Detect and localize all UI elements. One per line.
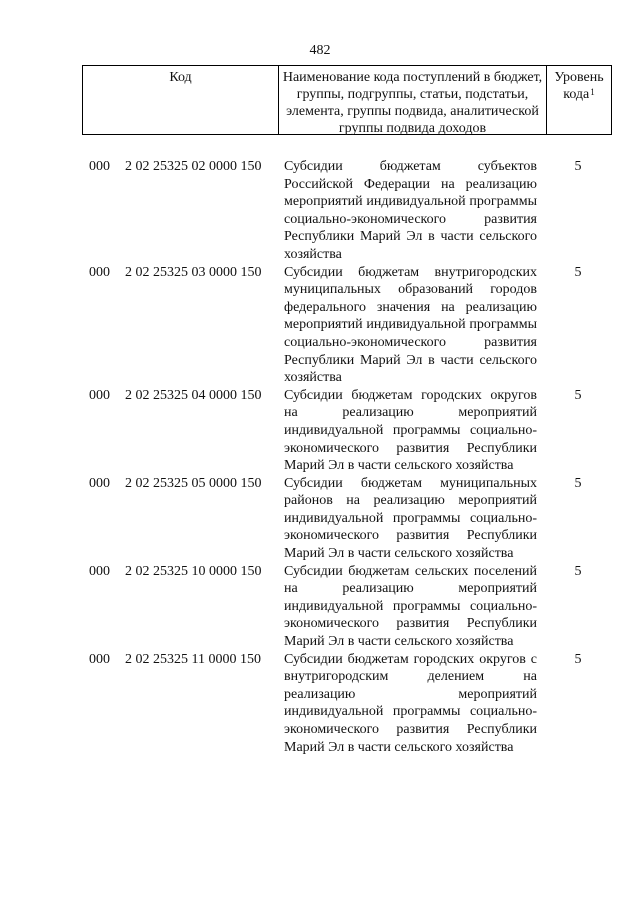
table-header <box>82 65 612 135</box>
row-budget-code: 2 02 25325 04 0000 150 <box>125 387 262 403</box>
row-admin-code: 000 <box>89 264 110 280</box>
row-budget-code: 2 02 25325 03 0000 150 <box>125 264 262 280</box>
header-code: Код <box>83 66 279 134</box>
table-row <box>82 158 612 264</box>
row-name: Субсидии бюджетам сельских поселений на реализацию мероприятий индивидуальной программы социально-экономического развития Республики Марий Эл в части сельского хозяйства <box>284 563 537 650</box>
table-body <box>82 158 612 756</box>
row-admin-code: 000 <box>89 475 110 491</box>
row-admin-code: 000 <box>89 563 110 579</box>
row-budget-code: 2 02 25325 11 0000 150 <box>125 651 261 667</box>
row-level: 5 <box>574 475 582 491</box>
page-number: 482 <box>309 43 331 58</box>
row-budget-code: 2 02 25325 05 0000 150 <box>125 475 262 491</box>
row-level: 5 <box>574 651 582 667</box>
row-budget-code: 2 02 25325 02 0000 150 <box>125 159 262 174</box>
header-level <box>547 66 611 134</box>
row-level: 5 <box>574 387 582 403</box>
header-level-label: Уровень кода <box>554 70 604 102</box>
row-level: 5 <box>574 159 582 174</box>
row-name: Субсидии бюджетам муниципальных районов на реализацию мероприятий индивидуальной программы социально-экономического развития Республики Марий Эл в части сельского хозяйства <box>284 475 537 562</box>
table-row <box>82 264 612 387</box>
row-name: Субсидии бюджетам городских округов с внутригородским делением на реализацию мероприятий индивидуальной программы социально-экономического развития Республики Марий Эл в части сельского хозяйства <box>284 651 537 755</box>
row-name: Субсидии бюджетам внутригородских муниципальных образований городов федерального значения на реализацию мероприятий индивидуальной программы социально-экономического развития Республики Марий Эл в части сельского хозяйства <box>284 264 537 386</box>
row-budget-code: 2 02 25325 10 0000 150 <box>125 563 262 579</box>
table-row <box>82 651 612 757</box>
row-admin-code: 000 <box>89 387 110 403</box>
row-admin-code: 000 <box>89 159 110 174</box>
table-row <box>82 387 612 475</box>
row-level: 5 <box>574 563 582 579</box>
table-row <box>82 475 612 563</box>
row-name: Субсидии бюджетам городских округов на реализацию мероприятий индивидуальной программы социально-экономического развития Республики Марий Эл в части сельского хозяйства <box>284 387 537 474</box>
row-level: 5 <box>574 264 582 280</box>
row-admin-code: 000 <box>89 651 110 667</box>
table-row <box>82 563 612 651</box>
header-level-footnote: 1 <box>590 87 595 97</box>
row-name: Субсидии бюджетам субъектов Российской Федерации на реализацию мероприятий индивидуальной программы социально-экономического развития Республики Марий Эл в части сельского хозяйства <box>284 159 537 262</box>
header-name: Наименование кода поступлений в бюджет, группы, подгруппы, статьи, подстатьи, элемента, группы подвида, аналитической группы подвида доходов <box>279 66 547 134</box>
